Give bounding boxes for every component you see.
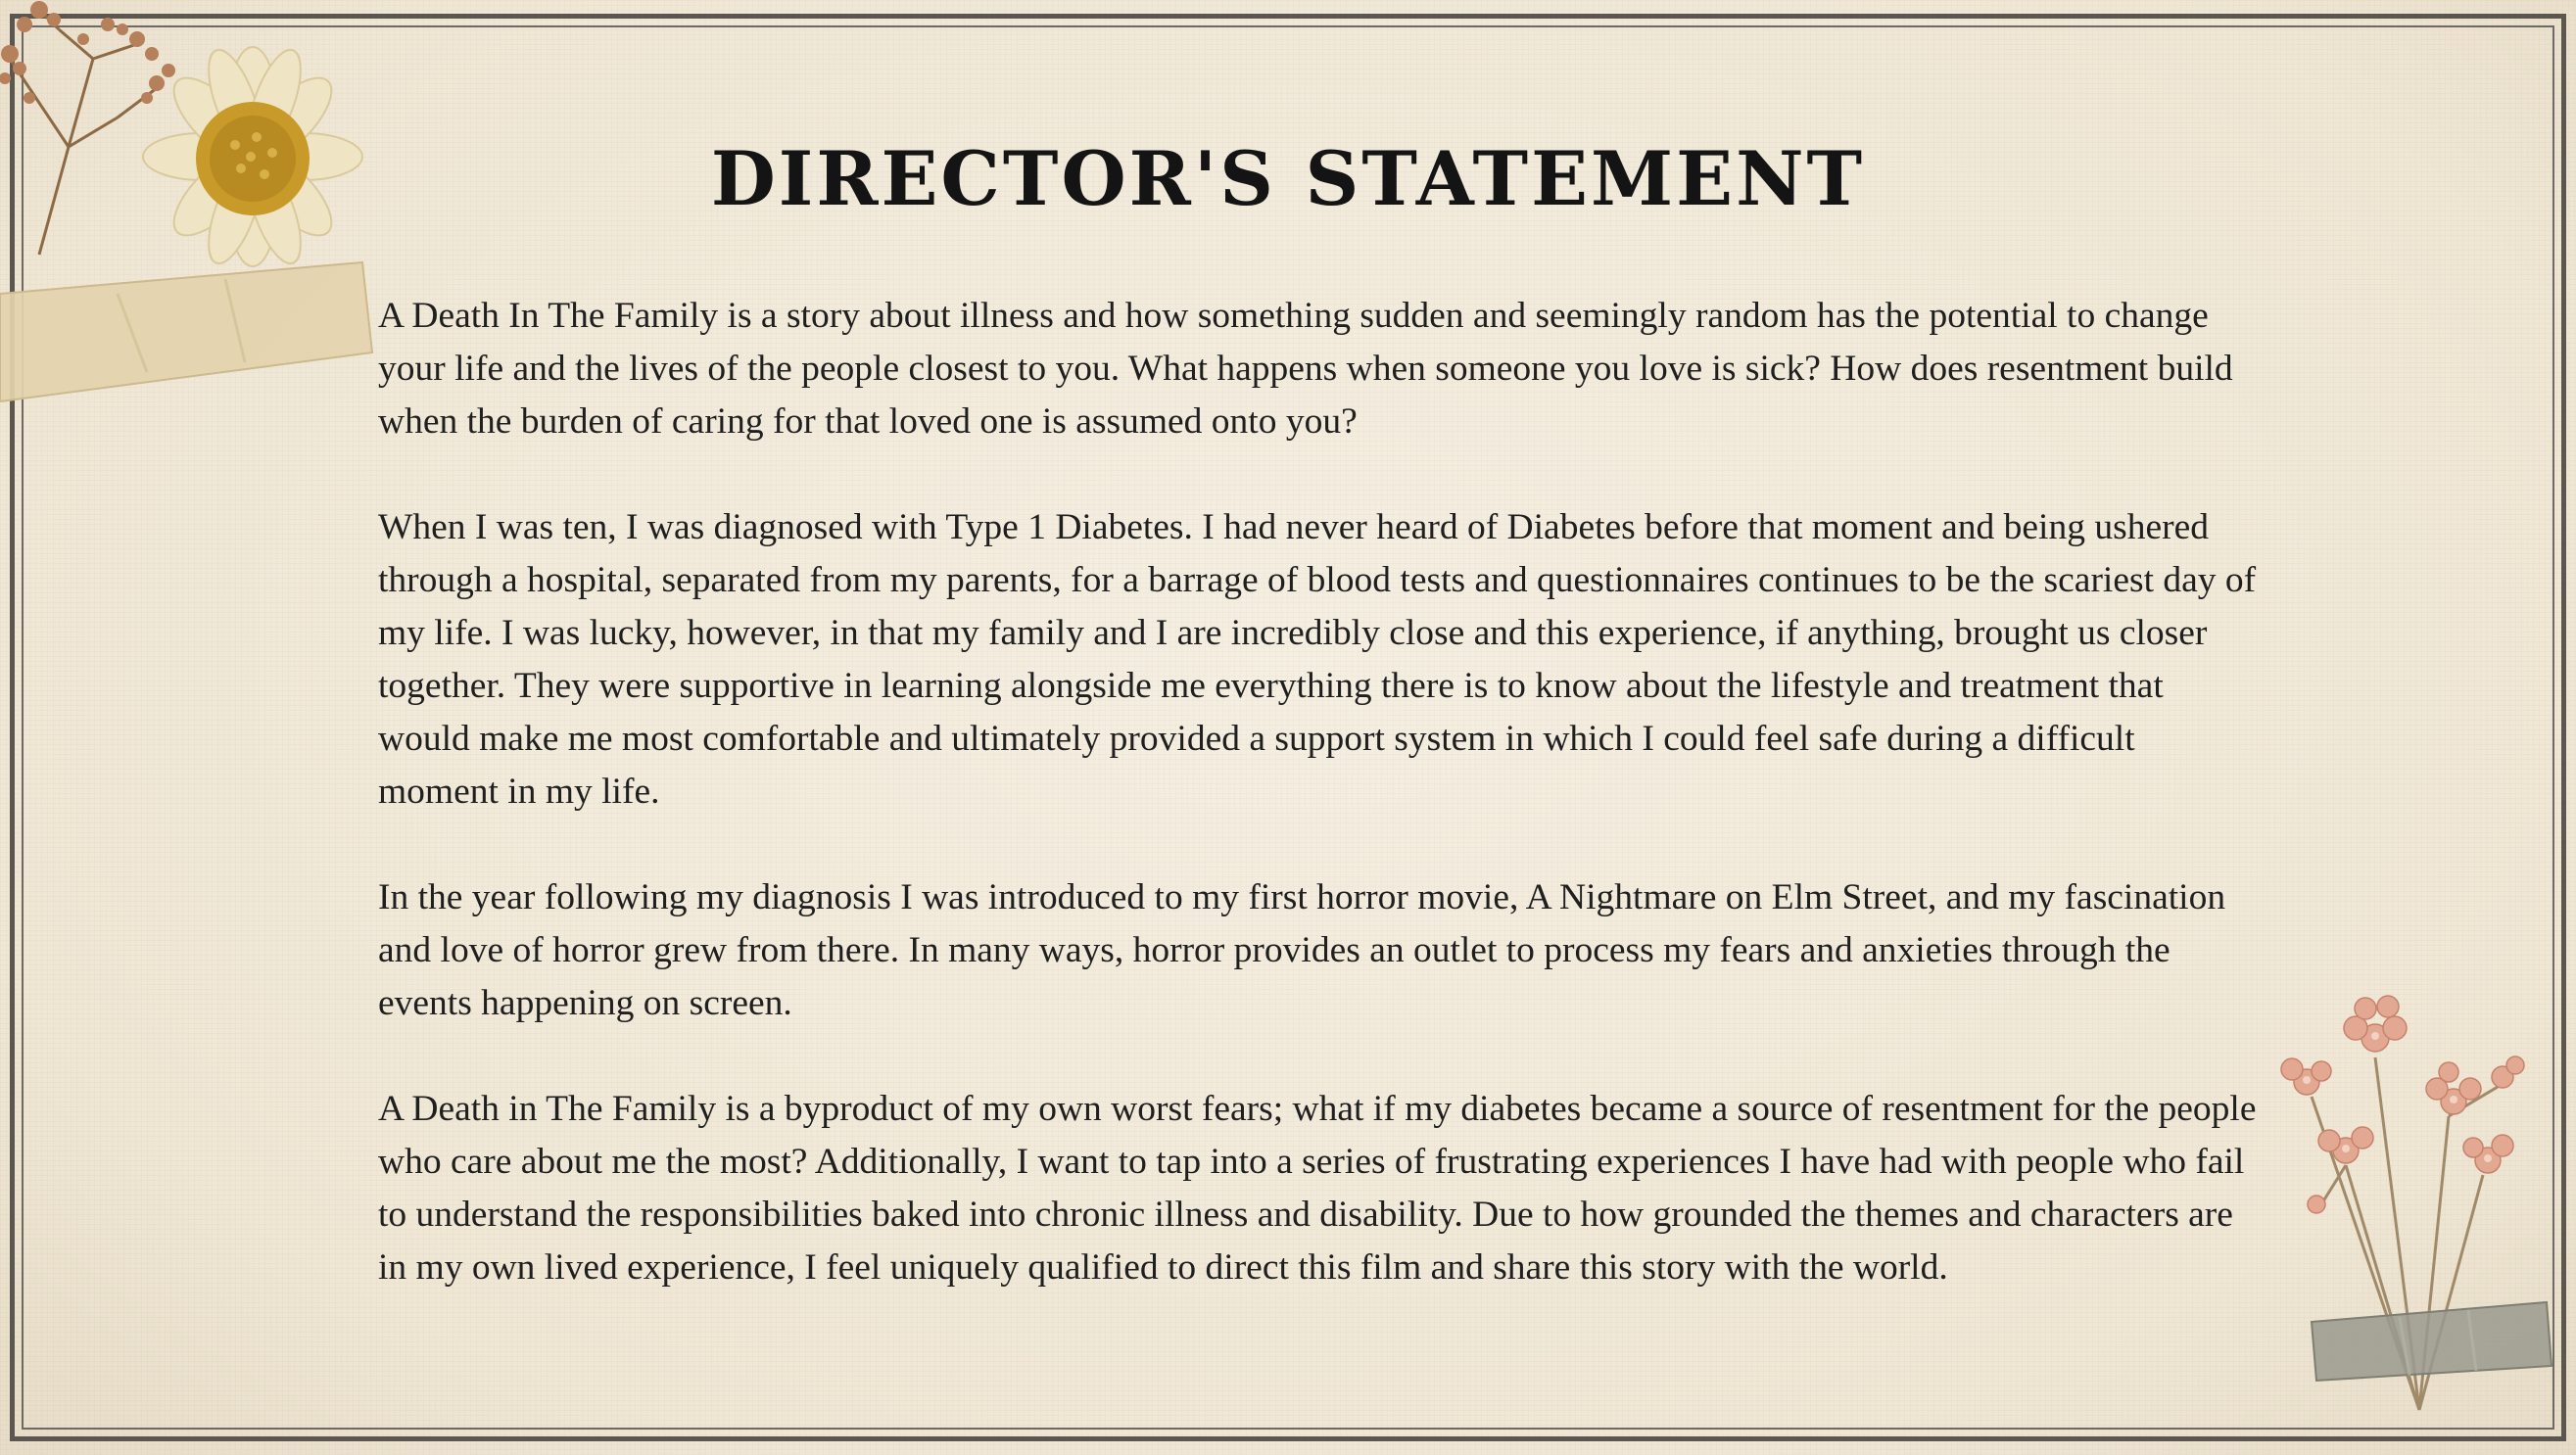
page-title: DIRECTOR'S STATEMENT xyxy=(710,135,1866,222)
pressed-pink-flowers-icon xyxy=(2253,979,2556,1430)
statement-body xyxy=(378,290,2259,1347)
paragraph-fears: A Death in The Family is a byproduct of my own worst fears; what if my diabetes became a source of resentment for the people who care about me the most? Additionally, I want to tap into a series of frustrating experiences I have had with people who fail to understand the responsibilities baked into chronic illness and disability. Due to how grounded the themes and characters are in my own lived experience, I feel uniquely qualified to direct this film and share this story with the world. xyxy=(378,1089,2257,1288)
paragraph-horror: In the year following my diagnosis I was introduced to my first horror movie, A Nightmare on Elm Street, and my fascination and love of horror grew from there. In many ways, horror provides an outlet to process my fears and anxieties through the events happening on screen. xyxy=(378,877,2226,1023)
paragraph-diagnosis: When I was ten, I was diagnosed with Type 1 Diabetes. I had never heard of Diabetes before that moment and being ushered through a hospital, separated from my parents, for a barrage of blood tests and questionnaires continues to be the scariest day of my life. I was lucky, however, in that my family and I are incredibly close and this experience, if anything, brought us closer together. They were supportive in learning alongside me everything there is to know about the lifestyle and treatment that would make me most comfortable and ultimately provided a support system in which I could feel safe during a difficult moment in my life. xyxy=(378,507,2257,812)
paragraph-intro: A Death In The Family is a story about illness and how something sudden and seemingly random has the potential to change your life and the lives of the people closest to you. What happens when someone you love is sick? How does resentment build when the burden of caring for that loved one is assumed onto you? xyxy=(378,296,2233,442)
